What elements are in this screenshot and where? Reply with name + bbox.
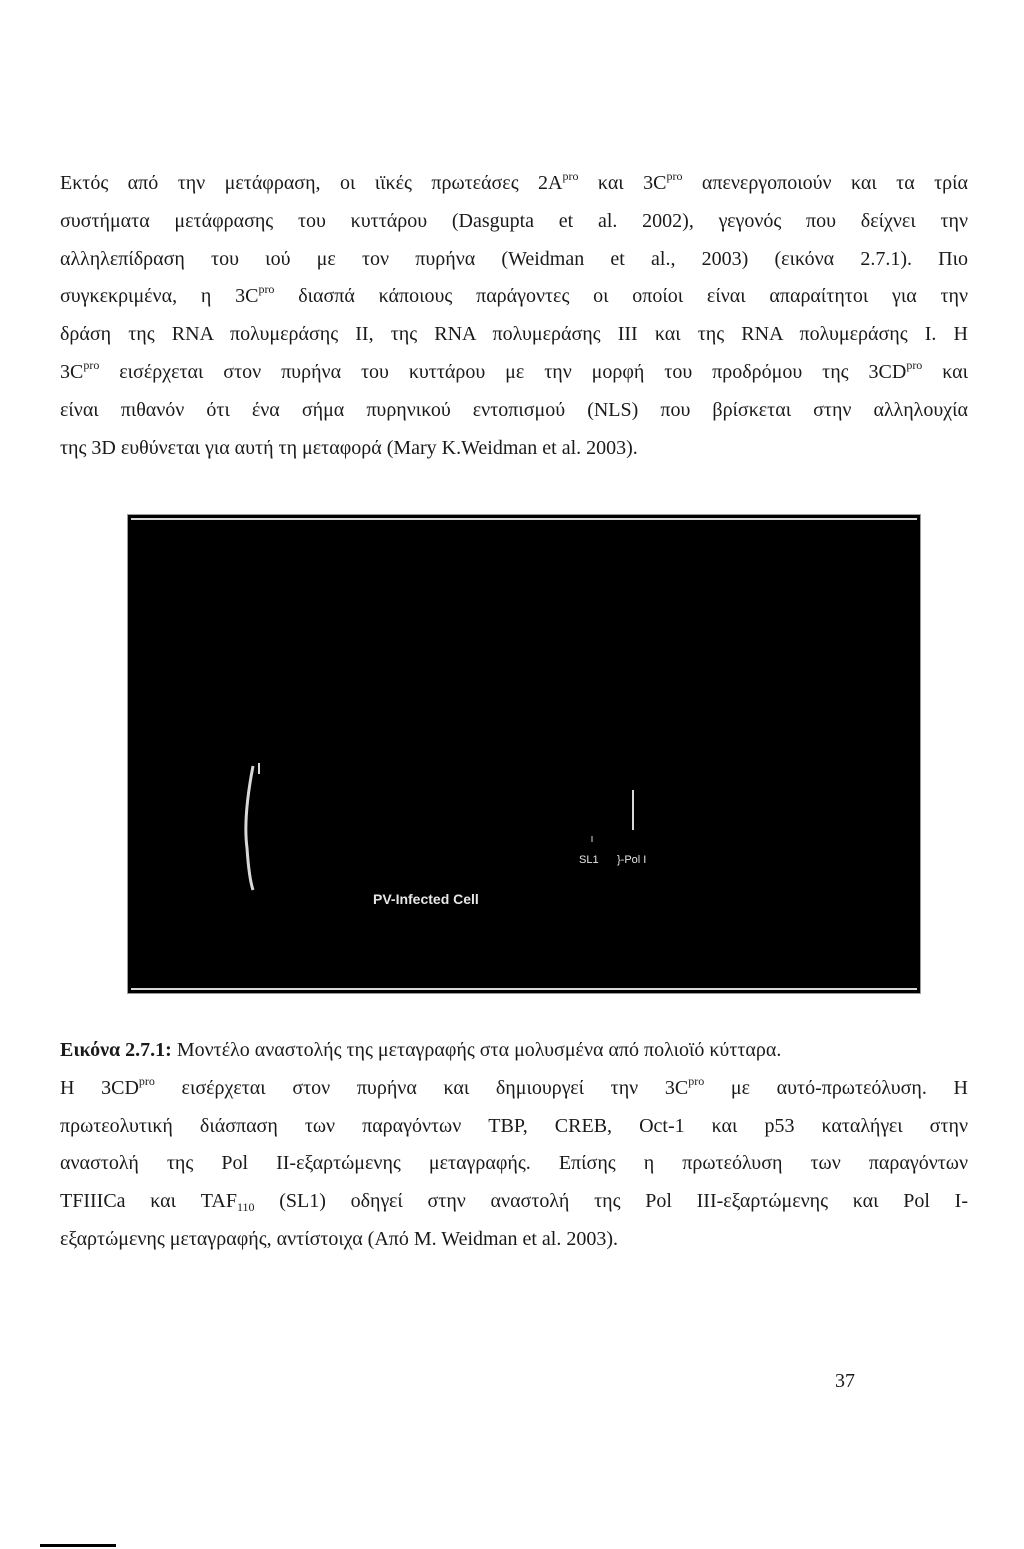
paragraph-line: αλληλεπίδραση του ιού με τον πυρήνα (Weidman et al., 2003) (εικόνα 2.7.1). Πιο [60,247,968,270]
caption-line: Η $3CD^{pro}$ εισέρχεται στον πυρήνα και δημιουργεί την $3C^{pro}$ με αυτό-πρωτεόλυση. Η [60,1073,968,1099]
figure-sl1-label: SL1 [579,854,599,866]
script-text: pro [666,169,683,183]
paragraph-line: είναι πιθανόν ότι ένα σήμα πυρηνικού εντοπισμού (NLS) που βρίσκεται στην αλληλουχία [60,398,968,421]
figure-pol-label: }-Pol I [617,854,647,866]
caption-line: πρωτεολυτική διάσπαση των παραγόντων TBP, CREB, Oct-1 και p53 καταλήγει στην [60,1114,968,1137]
figure-image [128,515,920,993]
figure-bracket-icon [131,518,917,990]
figure-cell-label: PV-Infected Cell [373,891,479,907]
script-text: pro [258,282,275,297]
script-text: pro [138,1073,155,1088]
caption-title-line: Εικόνα 2.7.1: Μοντέλο αναστολής της μεταγραφής στα μολυσμένα από πολιοϊό κύτταρα. [60,1039,782,1061]
paragraph-line: δράση της RNA πολυμεράσης II, της RNA πολυμεράσης III και της RNA πολυμεράσης I. Η [60,323,968,346]
paragraph-line: Εκτός από την μετάφραση, οι ιϊκές πρωτεάσες $2A^{pro}$ και $3C^{pro}$ απενεργοποιούν και τα τρία [60,169,969,194]
caption-line: TFIIICa και $TAF_{110}$ (SL1) οδηγεί στην αναστολή της Pol III-εξαρτώμενης και Pol I- [60,1190,968,1215]
paragraph-line: της 3D ευθύνεται για αυτή τη μεταφορά (Mary K.Weidman et al. 2003). [60,436,638,459]
caption-line: αναστολή της Pol II-εξαρτώμενης μεταγραφής. Επίσης η πρωτεόλυση των παραγόντων [60,1152,968,1175]
script-text: pro [562,169,579,183]
script-text: 110 [236,1200,255,1215]
caption-label: Εικόνα 2.7.1: [60,1039,172,1061]
figure-caption [60,1032,968,1259]
paragraph-line: συγκεκριμένα, η $3C^{pro}$ διασπά κάποιους παράγοντες οι οποίοι είναι απαραίτητοι για την [60,282,968,308]
caption-line: εξαρτώμενης μεταγραφής, αντίστοιχα (Από M. Weidman et al. 2003). [60,1227,618,1250]
page-number: 37 [835,1370,855,1392]
script-text: pro [83,357,100,372]
script-text: pro [906,357,923,372]
paragraph-line: $3C^{pro}$ εισέρχεται στον πυρήνα του κυττάρου με την μορφή του προδρόμου της $3CD^{pro}$ και [60,357,968,383]
paragraph-line: συστήματα μετάφρασης του κυττάρου (Dasgupta et al. 2002), γεγονός που δείχνει την [60,209,968,232]
script-text: pro [688,1073,705,1088]
body-paragraph [60,165,968,467]
footer-rule [40,1544,116,1547]
